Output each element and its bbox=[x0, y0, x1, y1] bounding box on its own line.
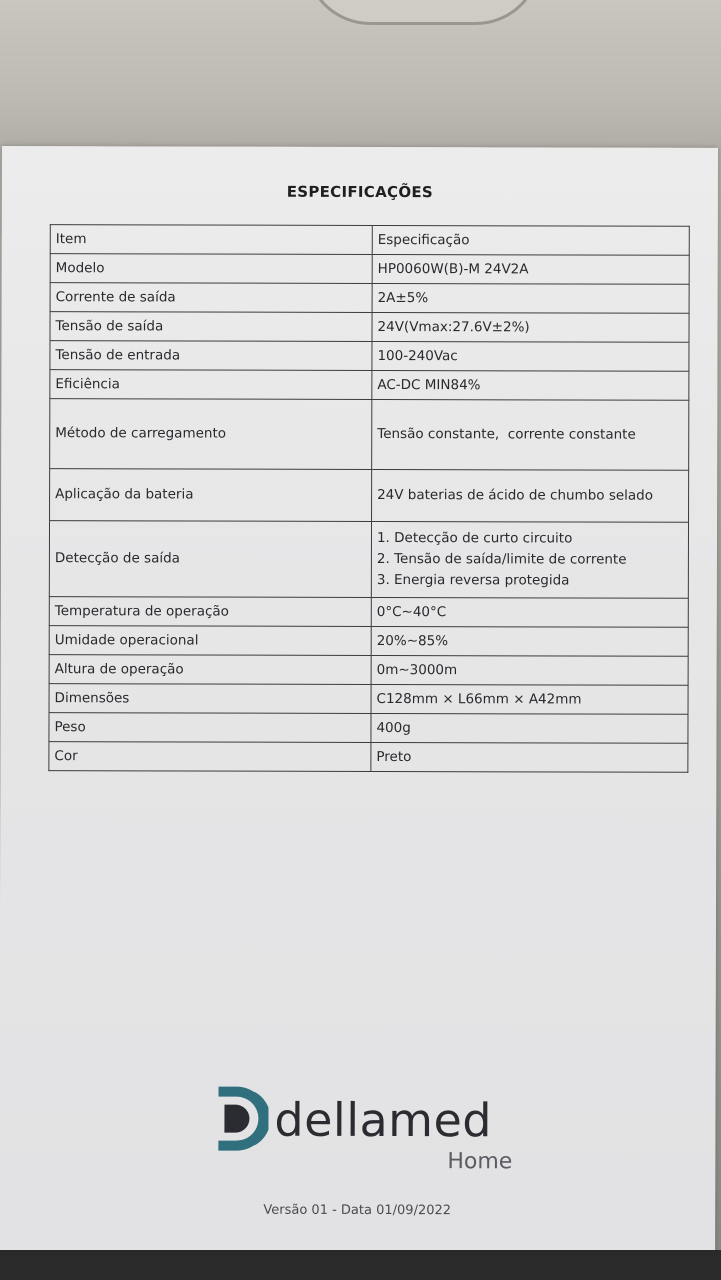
item-cell: Altura de operação bbox=[49, 655, 371, 685]
item-cell: Modelo bbox=[50, 254, 372, 284]
background-lamp bbox=[305, 0, 541, 25]
table-row bbox=[49, 684, 688, 715]
dellamed-logo bbox=[214, 1077, 534, 1178]
spec-cell bbox=[371, 521, 688, 598]
item-cell: Método de carregamento bbox=[50, 399, 372, 470]
table-row bbox=[50, 312, 689, 343]
item-cell: Tensão de entrada bbox=[50, 341, 372, 371]
version-footer: Versão 01 - Data 01/09/2022 bbox=[263, 1202, 452, 1219]
table-row bbox=[50, 370, 689, 401]
item-cell: Tensão de saída bbox=[50, 312, 372, 342]
table-row bbox=[49, 742, 688, 773]
spec-cell: AC-DC MIN84% bbox=[372, 370, 689, 400]
spec-cell: Especificação bbox=[372, 225, 689, 255]
spec-line: 2. Tensão de saída/limite de corrente bbox=[376, 551, 627, 568]
table-row bbox=[50, 254, 689, 285]
table-row bbox=[49, 626, 688, 657]
item-cell: Item bbox=[50, 225, 372, 255]
item-cell: Peso bbox=[49, 713, 371, 743]
spec-cell: 24V(Vmax:27.6V±2%) bbox=[372, 312, 689, 342]
page-title: ESPECIFICAÇÕES bbox=[286, 182, 434, 202]
background-dark-surface bbox=[0, 1250, 721, 1280]
table-row bbox=[49, 521, 688, 599]
table-row bbox=[50, 283, 689, 314]
spec-cell: Preto bbox=[371, 742, 688, 772]
item-cell: Eficiência bbox=[50, 370, 372, 400]
spec-cell: 100-240Vac bbox=[372, 341, 689, 371]
item-cell: Umidade operacional bbox=[49, 626, 371, 656]
spec-cell: 400g bbox=[371, 713, 688, 743]
spec-cell: C128mm × L66mm × A42mm bbox=[371, 684, 688, 714]
spec-line: 3. Energia reversa protegida bbox=[376, 571, 570, 589]
spec-cell: 2A±5% bbox=[372, 283, 689, 313]
table-row bbox=[49, 597, 688, 628]
item-cell: Dimensões bbox=[49, 684, 371, 714]
spec-line: 1. Detecção de curto circuito bbox=[376, 530, 573, 547]
table-row bbox=[49, 655, 688, 686]
item-cell: Temperatura de operação bbox=[49, 597, 371, 627]
spec-cell: 0°C~40°C bbox=[371, 597, 688, 627]
spec-cell: HP0060W(B)-M 24V2A bbox=[372, 254, 689, 284]
table-row bbox=[50, 225, 689, 256]
logo-wordmark: dellamed bbox=[274, 1092, 493, 1148]
spec-cell: 0m~3000m bbox=[371, 655, 688, 685]
spec-sheet-paper bbox=[0, 146, 718, 1258]
item-cell: Corrente de saída bbox=[50, 283, 372, 313]
item-cell: Cor bbox=[49, 742, 371, 772]
spec-cell: Tensão constante, corrente constante bbox=[372, 399, 689, 470]
item-cell: Detecção de saída bbox=[49, 521, 371, 598]
table-row bbox=[50, 469, 689, 523]
item-cell: Aplicação da bateria bbox=[50, 469, 372, 522]
spec-cell: 24V baterias de ácido de chumbo selado bbox=[372, 469, 689, 522]
dellamed-mark-icon bbox=[214, 1083, 268, 1155]
table-row bbox=[50, 341, 689, 372]
logo-subtitle: Home bbox=[447, 1149, 513, 1175]
table-row bbox=[49, 713, 688, 744]
spec-cell: 20%~85% bbox=[371, 626, 688, 656]
spec-table bbox=[48, 224, 689, 773]
table-row bbox=[50, 399, 689, 471]
